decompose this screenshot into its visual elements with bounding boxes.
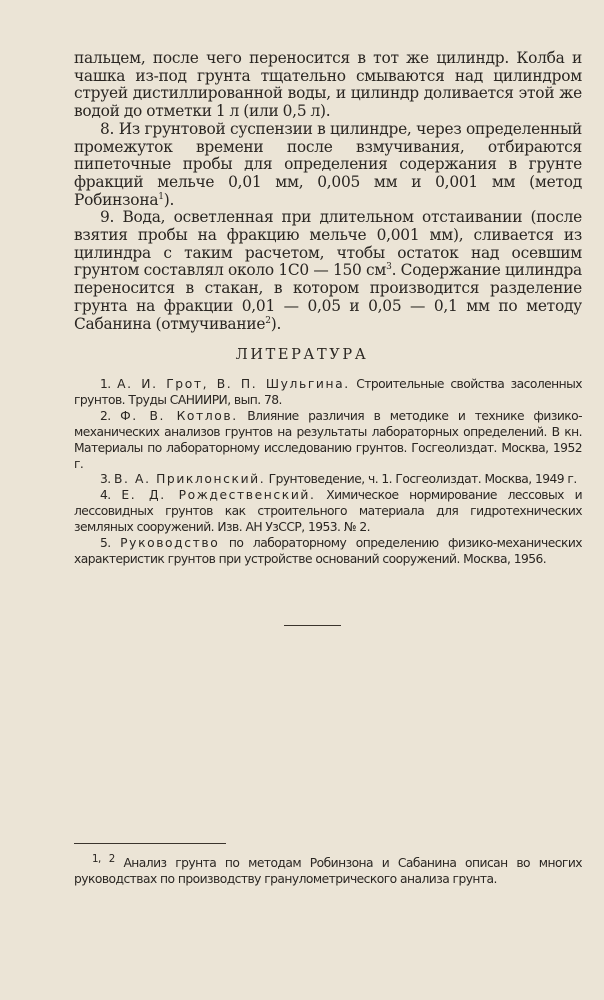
paragraph-9: [74, 209, 582, 333]
reference-authors: Е. Д. Рождественский.: [121, 488, 316, 503]
footnote-ref-2: 2: [265, 315, 271, 326]
paragraph-continuation: пальцем, после чего переносится в тот же цилиндр. Колба и чашка из-под грунта тщательно смываются над цилиндром струей дистиллированной воды, и цилиндр доливается этой же водой до отметки 1 л (или 0,5 л).: [74, 49, 582, 121]
reference-list: [74, 377, 582, 568]
reference-authors: А. И. Грот, В. П. Шульгина.: [117, 377, 350, 391]
paragraph-8-end: ).: [163, 190, 175, 209]
footnote-rule: [74, 843, 226, 844]
footnote-marks: 1, 2: [92, 853, 115, 865]
paragraph-8: [74, 121, 582, 210]
reference-number: 3.: [100, 472, 111, 487]
reference-number: 4.: [100, 488, 111, 503]
superscript-cube: 3: [386, 262, 392, 273]
paragraph-9-end: ).: [270, 314, 282, 333]
reference-item: [74, 536, 582, 568]
main-text: [74, 50, 582, 333]
footnote: [74, 852, 582, 888]
reference-text: Грунтоведение, ч. 1. Госгеолиздат. Москва, 1949 г.: [268, 472, 577, 487]
footnote-paragraph: [74, 852, 582, 888]
footnote-ref-1: 1: [158, 191, 164, 202]
reference-text: Химическое нормирование лессовых и лессовидных грунтов как строительного материала для гидротехнических земляных сооружений. Изв. АН УзССР, 1953. № 2.: [74, 488, 583, 535]
reference-number: 5.: [100, 536, 111, 551]
reference-item: [74, 377, 582, 409]
reference-text: Влияние различия в методике и технике физико-механических анализов грунтов на результаты лабораторных определений. В кн. Материалы по лабораторному исследованию грунтов. Госгеолиздат. Москва, 1952 г.: [74, 408, 583, 471]
reference-number: 2.: [100, 408, 111, 423]
section-divider: [284, 625, 341, 626]
paragraph-9-middle: . Содержание цилиндра переносится в стакан, в котором производится разделение грунта на фракции 0,01 — 0,05 и 0,05 — 0,1 мм по методу Сабанина (отмучивание: [74, 261, 582, 333]
reference-item: [74, 472, 582, 488]
reference-item: [74, 409, 582, 473]
footnote-text: Анализ грунта по методам Робинзона и Сабанина описан во многих руководствах по производству гранулометрического анализа грунта.: [74, 856, 583, 886]
reference-item: [74, 488, 582, 536]
reference-authors: Ф. В. Котлов.: [120, 408, 238, 423]
paragraph-8-text: 8. Из грунтовой суспензии в цилиндре, через определенный промежуток времени после взмучивания, отбираются пипеточные пробы для определения содержания в грунте фракций мельче 0,01 мм, 0,005 мм и 0,001 мм (метод Робинзона: [74, 119, 582, 209]
paragraph-9-text: 9. Вода, осветленная при длительном отстаивании (после взятия пробы на фракцию мельче 0,001 мм), сливается из цилиндра с таким расчетом, чтобы остаток над осевшим грунтом составлял около 1С0 — 150 см: [74, 208, 582, 280]
reference-text: по лабораторному определению физико-механических характеристик грунтов при устройстве оснований сооружений. Москва, 1956.: [74, 536, 582, 566]
reference-authors: В. А. Приклонский.: [114, 472, 266, 487]
literature-heading: ЛИТЕРАТУРА: [235, 347, 369, 363]
reference-number: 1.: [100, 377, 111, 391]
reference-authors: Руководство: [120, 536, 220, 551]
reference-text: Строительные свойства засоленных грунтов. Труды САНИИРИ, вып. 78.: [74, 377, 583, 407]
